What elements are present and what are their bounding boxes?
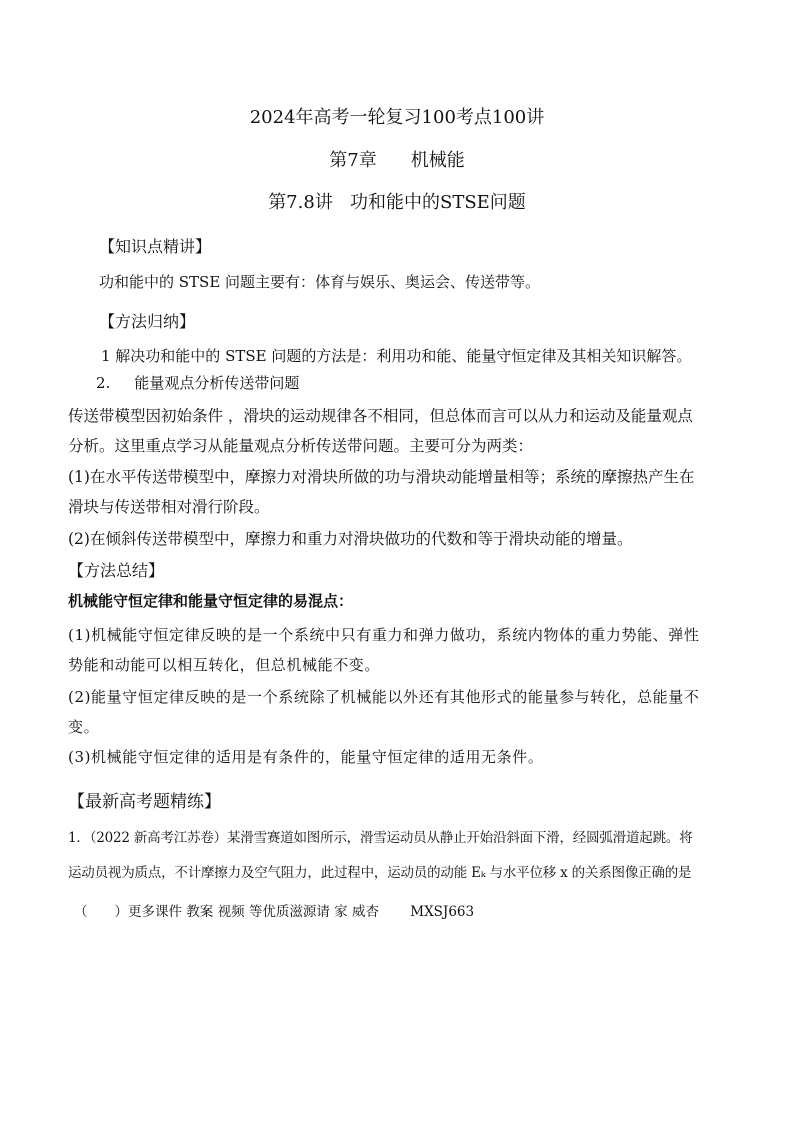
summary-point-1-line-1: (1)机械能守恒定律反映的是一个系统中只有重力和弹力做功，系统内物体的重力势能、弹性 xyxy=(68,626,700,644)
knowledge-text: 功和能中的 STSE 问题主要有：体育与娱乐、奥运会、传送带等。 xyxy=(99,273,541,291)
conveyor-paragraph-line-2: 分析。这里重点学习从能量观点分析传送带问题。主要可分为两类： xyxy=(68,437,534,455)
question-1-line-3: （ ）更多课件 教案 视频 等优质滋源请 家 威杏 MXSJ663 xyxy=(74,904,475,920)
summary-point-1-line-2: 势能和动能可以相互转化，但总机械能不变。 xyxy=(68,656,381,674)
chapter-number: 第7章 xyxy=(329,150,377,171)
exam-heading: 【最新高考题精练】 xyxy=(68,792,221,812)
lecture-name: 功和能中的STSE问题 xyxy=(350,192,526,213)
summary-heading: 【方法总结】 xyxy=(68,561,165,580)
summary-subheading: 机械能守恒定律和能量守恒定律的易混点： xyxy=(68,592,354,610)
chapter-heading xyxy=(0,146,794,172)
method-item-1: 1 解决功和能中的 STSE 问题的方法是：利用功和能、能量守恒定律及其相关知识解答。 xyxy=(101,347,692,365)
page-title: 2024年高考一轮复习100考点100讲 xyxy=(249,107,545,128)
lecture-number: 第7.8讲 xyxy=(268,192,333,213)
lecture-heading xyxy=(0,188,794,214)
horizontal-belt-line-2: 滑块与传送带相对滑行阶段。 xyxy=(68,498,270,516)
question-1-line-2: 运动员视为质点，不计摩擦力及空气阻力，此过程中，运动员的动能 Eₖ 与水平位移 x 的关系图像正确的是 xyxy=(68,865,692,881)
horizontal-belt-line-1: (1)在水平传送带模型中，摩擦力对滑块所做的功与滑块动能增量相等；系统的摩擦热产生在 xyxy=(68,468,695,486)
summary-point-2-line-2: 变。 xyxy=(68,718,100,736)
inclined-belt-line: (2)在倾斜传送带模型中，摩擦力和重力对滑块做功的代数和等于滑块动能的增量。 xyxy=(68,530,633,548)
method-item-2-number: 2. xyxy=(96,374,111,392)
chapter-name: 机械能 xyxy=(410,150,465,171)
question-1-line-1: 1．（2022 新高考江苏卷）某滑雪赛道如图所示，滑雪运动员从静止开始沿斜面下滑，经圆弧滑道起跳。将 xyxy=(68,830,693,846)
method-item-2-text: 能量观点分析传送带问题 xyxy=(134,374,300,392)
method-item-2 xyxy=(96,372,299,393)
conveyor-paragraph-line-1: 传送带模型因初始条件 ，滑块的运动规律各不相同，但总体而言可以从力和运动及能量观点 xyxy=(68,407,693,425)
knowledge-heading: 【知识点精讲】 xyxy=(99,237,212,256)
summary-point-3: (3)机械能守恒定律的适用是有条件的，能量守恒定律的适用无条件。 xyxy=(68,748,544,766)
summary-point-2-line-1: (2)能量守恒定律反映的是一个系统除了机械能以外还有其他形式的能量参与转化，总能量不 xyxy=(68,688,700,706)
method-heading: 【方法归纳】 xyxy=(99,312,196,331)
